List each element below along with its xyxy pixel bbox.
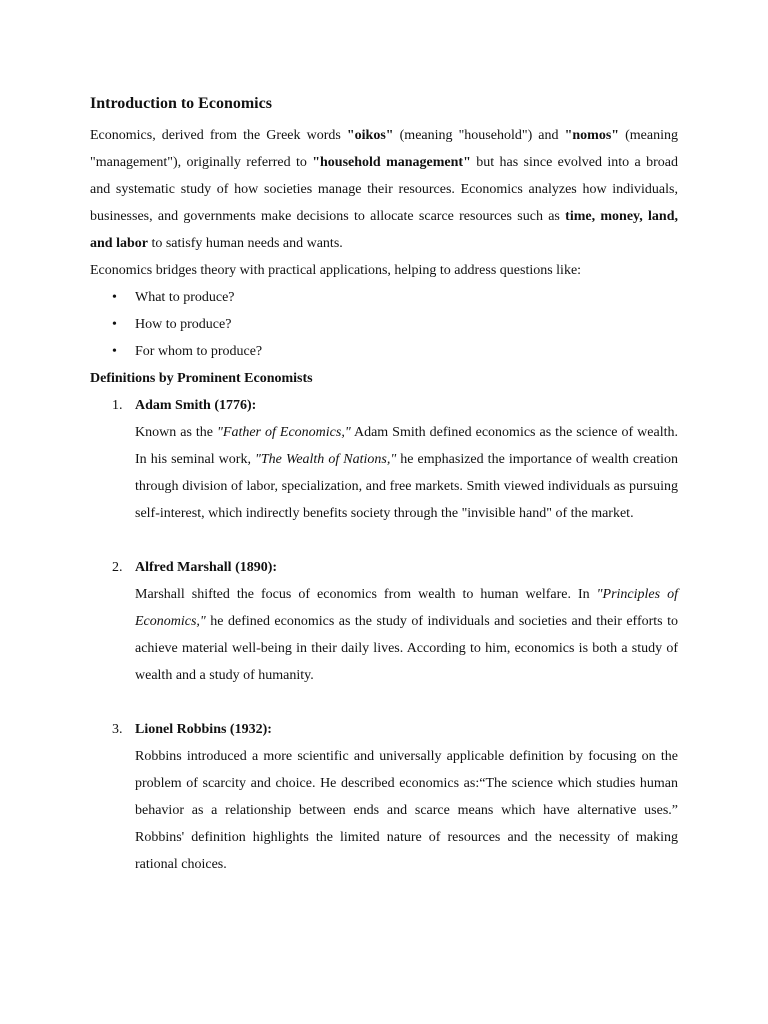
term-resources: time, money, land, and labor <box>90 209 679 251</box>
question-text: What to produce? <box>135 290 235 305</box>
bridges-paragraph: Economics bridges theory with practical applications, helping to address questions like: <box>90 263 582 278</box>
spacer <box>135 689 678 716</box>
question-text: How to produce? <box>135 317 232 332</box>
definition-text <box>135 419 678 527</box>
intro-text: (meaning "management"), originally referred to <box>90 128 678 170</box>
definition-text <box>135 743 678 878</box>
text-run: he defined economics as the study of individuals and societies and their efforts to achieve material well-being in their daily lives. According to him, economics is both a study of wealth and a study of humanity. <box>135 614 678 683</box>
list-item <box>90 284 678 311</box>
text-run: Adam Smith defined economics as the science of wealth. In his seminal work, <box>135 425 678 467</box>
italic-quote: "Father of Economics," <box>217 425 351 440</box>
bullet-icon: • <box>112 317 117 332</box>
spacer <box>135 527 678 554</box>
term-household-management: "household management" <box>312 155 471 170</box>
intro-text: but has since evolved into a broad and systematic study of how societies manage their resources. Economics analyzes how individuals, businesses, and governments make decisions to allocate scarce resources such as <box>90 155 678 224</box>
item-number: 1. <box>112 398 123 413</box>
definition-item-smith <box>90 392 678 554</box>
bullet-icon: • <box>112 344 117 359</box>
document-content <box>90 90 678 878</box>
definitions-list <box>90 392 678 878</box>
item-number: 3. <box>112 722 123 737</box>
term-nomos: "nomos" <box>564 128 620 143</box>
text-run: he emphasized the importance of wealth creation through division of labor, specialization, and free markets. Smith viewed individuals as pursuing self-interest, which indirectly benefits society through the "invisible hand" of the market. <box>135 452 679 521</box>
text-run: Known as the <box>135 425 218 440</box>
definition-item-robbins <box>90 716 678 878</box>
text-run: Marshall shifted the focus of economics from wealth to human welfare. In <box>135 587 597 602</box>
economist-name: Alfred Marshall (1890): <box>135 560 278 575</box>
economist-name: Lionel Robbins (1932): <box>135 722 272 737</box>
bullet-icon: • <box>112 290 117 305</box>
intro-text: Economics, derived from the Greek words <box>90 128 347 143</box>
term-oikos: "oikos" <box>346 128 394 143</box>
intro-text: to satisfy human needs and wants. <box>147 236 343 251</box>
item-number: 2. <box>112 560 123 575</box>
document-title: Introduction to Economics <box>90 95 272 112</box>
question-text: For whom to produce? <box>135 344 263 359</box>
definition-text <box>135 581 678 689</box>
list-item <box>90 338 678 365</box>
intro-text: (meaning "household") and <box>393 128 565 143</box>
economist-name: Adam Smith (1776): <box>135 398 257 413</box>
list-item <box>90 311 678 338</box>
text-run: Robbins introduced a more scientific and universally applicable definition by focusing on the problem of scarcity and choice. He described economics as:“The science which studies human behavior as a relationship between ends and scarce means which have alternative uses.” Robbins' definition highlights the limited nature of resources and the necessity of making rational choices. <box>135 749 678 872</box>
definition-item-marshall <box>90 554 678 716</box>
italic-quote: "The Wealth of Nations," <box>255 452 397 467</box>
definitions-heading: Definitions by Prominent Economists <box>90 371 313 386</box>
questions-list <box>90 284 678 365</box>
intro-paragraph <box>90 122 678 257</box>
italic-quote: "Principles of Economics," <box>135 587 678 629</box>
